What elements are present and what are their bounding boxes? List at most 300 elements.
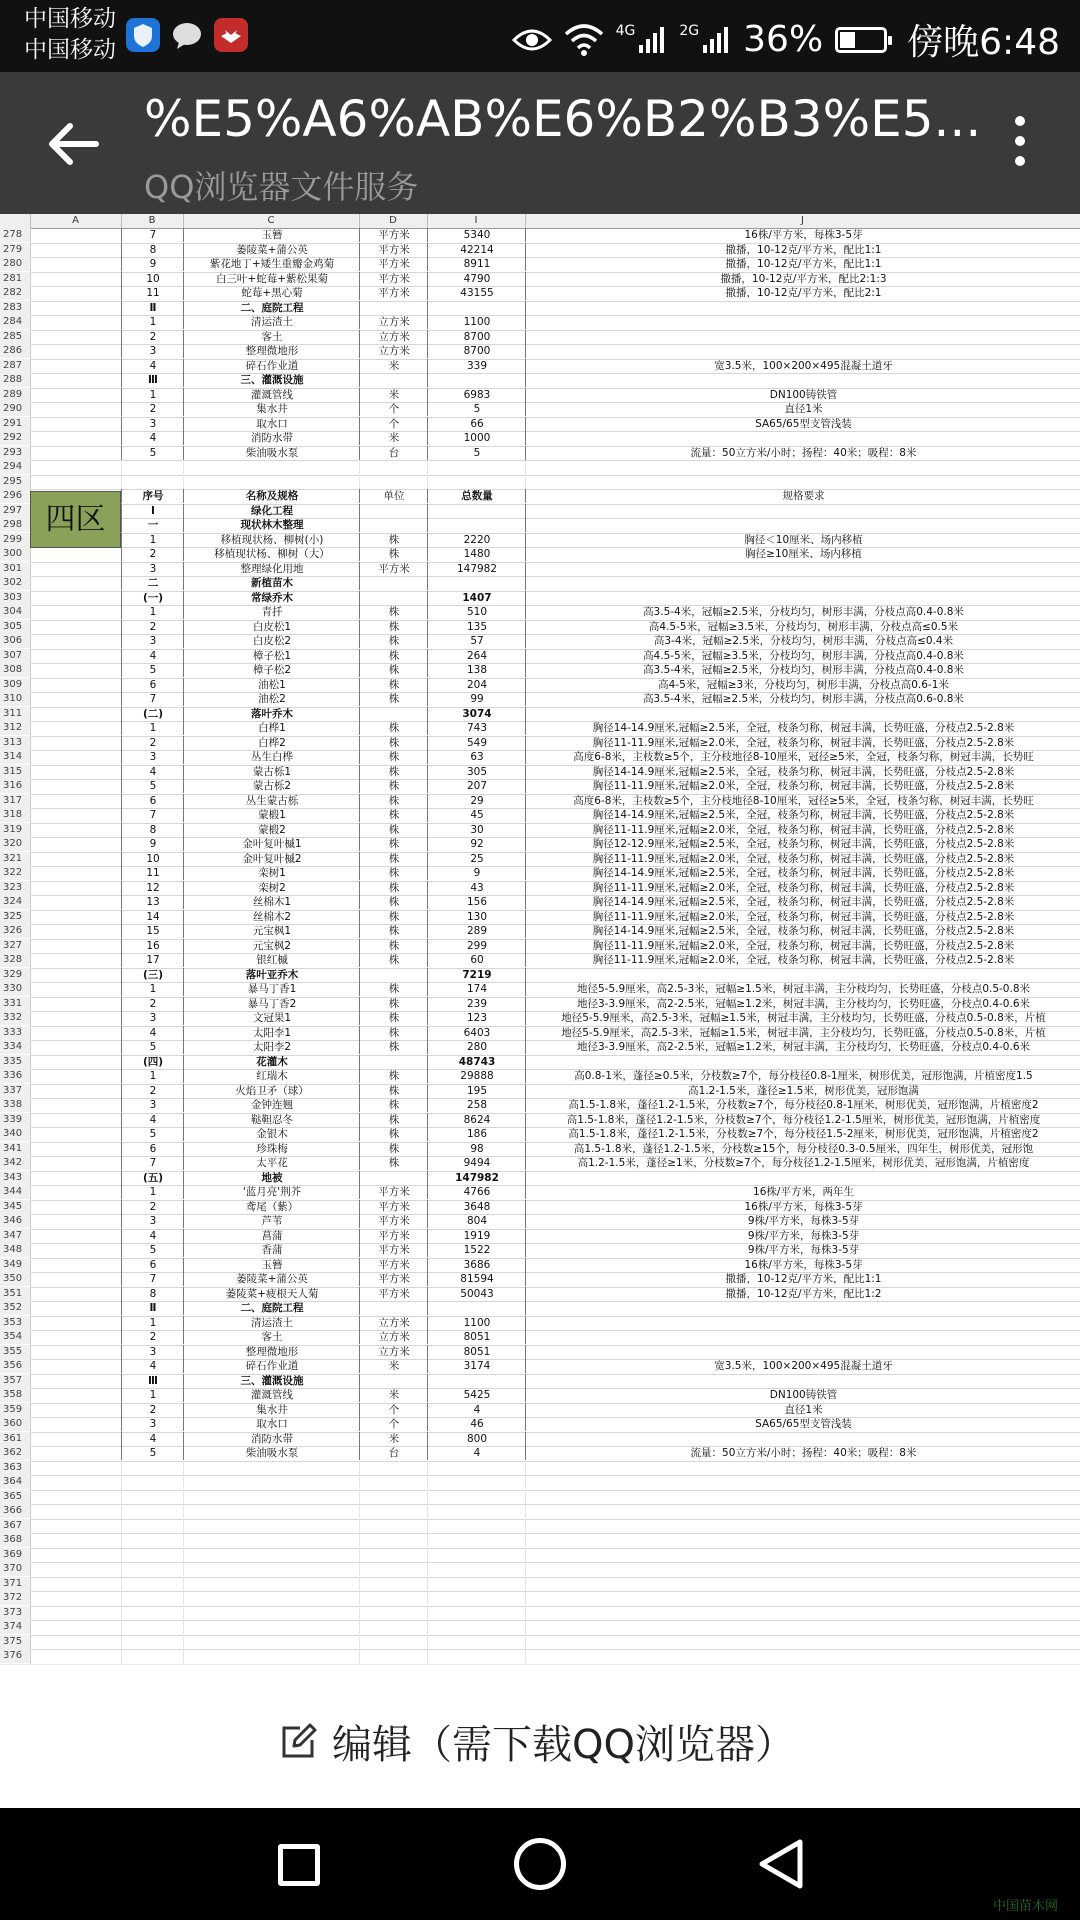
cell-i[interactable] [427,1301,526,1315]
cell-j[interactable]: 胸径≥10厘米、场内移植 [525,547,1081,561]
cell-i[interactable] [427,1591,526,1605]
cell-c[interactable]: 三、灌溉设施 [183,1374,360,1388]
cell-i[interactable]: 156 [427,895,526,909]
cell-d[interactable]: 株 [359,721,428,735]
cell-b[interactable]: 2 [121,1200,184,1214]
cell-j[interactable] [525,1316,1081,1330]
cell-b[interactable] [121,1533,184,1547]
cell-d[interactable] [359,1504,428,1518]
cell-i[interactable]: 92 [427,837,526,851]
cell-b[interactable]: (三) [121,968,184,982]
cell-i[interactable]: 123 [427,1011,526,1025]
cell-d[interactable]: 单位 [359,489,428,503]
cell-i[interactable]: 42214 [427,243,526,257]
cell-d[interactable] [359,301,428,315]
cell-j[interactable] [525,1504,1081,1518]
cell-j[interactable]: 9株/平方米，每株3-5芽 [525,1243,1081,1257]
cell-d[interactable]: 株 [359,750,428,764]
cell-c[interactable]: 取水口 [183,1417,360,1431]
cell-c[interactable]: 现状林木整理 [183,518,360,532]
cell-i[interactable]: 6983 [427,388,526,402]
cell-j[interactable]: 胸径11-11.9厘米,冠幅≥2.0米，全冠，枝条匀称，树冠丰满，长势旺盛，分枝点2.5-2.8米 [525,953,1081,967]
cell-b[interactable]: 17 [121,953,184,967]
cell-j[interactable]: 撒播，10-12克/平方米，配比1:1 [525,257,1081,271]
cell-b[interactable]: 4 [121,1229,184,1243]
cell-d[interactable]: 个 [359,417,428,431]
cell-c[interactable]: 金钟连翘 [183,1098,360,1112]
cell-b[interactable]: 3 [121,417,184,431]
cell-b[interactable] [121,1519,184,1533]
cell-c[interactable] [183,1533,360,1547]
cell-j[interactable]: 16株/平方米，每株3-5芽 [525,1258,1081,1272]
cell-j[interactable]: 高3.5-4米，冠幅≥2.5米，分枝均匀，树形丰满，分枝点高0.4-0.8米 [525,605,1081,619]
cell-d[interactable] [359,1562,428,1576]
cell-b[interactable]: 6 [121,678,184,692]
back-button[interactable] [756,1838,806,1894]
cell-i[interactable]: 29 [427,794,526,808]
column-header-d[interactable]: D [359,214,428,228]
cell-i[interactable]: 1522 [427,1243,526,1257]
cell-c[interactable]: 油松1 [183,678,360,692]
cell-i[interactable]: 5340 [427,228,526,242]
cell-c[interactable]: 清运渣土 [183,315,360,329]
cell-j[interactable]: 高1.2-1.5米，蓬径≥1.5米，树形优美，冠形饱满 [525,1084,1081,1098]
cell-c[interactable]: 清运渣土 [183,1316,360,1330]
cell-d[interactable] [359,460,428,474]
cell-c[interactable] [183,1548,360,1562]
cell-c[interactable]: 柴油吸水泵 [183,446,360,460]
cell-c[interactable]: 三、灌溉设施 [183,373,360,387]
cell-c[interactable] [183,1475,360,1489]
cell-c[interactable]: 萎陵菜+疲根天人菊 [183,1287,360,1301]
cell-j[interactable]: 16株/平方米，每株3-5芽 [525,1200,1081,1214]
cell-c[interactable] [183,475,360,489]
cell-d[interactable]: 株 [359,1127,428,1141]
cell-d[interactable]: 米 [359,359,428,373]
cell-d[interactable]: 立方米 [359,1316,428,1330]
cell-i[interactable] [427,518,526,532]
cell-d[interactable]: 株 [359,852,428,866]
cell-c[interactable] [183,1606,360,1620]
cell-i[interactable]: 30 [427,823,526,837]
cell-b[interactable]: 4 [121,649,184,663]
cell-d[interactable]: 米 [359,388,428,402]
cell-j[interactable]: 地径5-5.9厘米，高2.5-3米，冠幅≥1.5米，树冠丰满，主分枝均匀，长势旺盛，分枝点0.5-0.8米 [525,982,1081,996]
cell-i[interactable]: 46 [427,1417,526,1431]
cell-b[interactable]: 1 [121,1185,184,1199]
cell-b[interactable]: (一) [121,591,184,605]
cell-c[interactable]: 青扦 [183,605,360,619]
cell-d[interactable]: 平方米 [359,1185,428,1199]
cell-c[interactable]: 白桦2 [183,736,360,750]
cell-c[interactable]: 落叶乔木 [183,707,360,721]
cell-j[interactable] [525,1606,1081,1620]
cell-j[interactable]: 地径5-5.9厘米，高2.5-3米，冠幅≥1.5米，树冠丰满，主分枝均匀，长势旺盛，分枝点0.5-0.8米，片植 [525,1011,1081,1025]
cell-j[interactable] [525,707,1081,721]
cell-c[interactable]: 消防水带 [183,1432,360,1446]
cell-d[interactable]: 个 [359,1403,428,1417]
cell-c[interactable]: 常绿乔木 [183,591,360,605]
cell-c[interactable]: 新植苗木 [183,576,360,590]
cell-c[interactable]: 香蒲 [183,1243,360,1257]
cell-c[interactable] [183,1591,360,1605]
cell-c[interactable]: 绿化工程 [183,504,360,518]
cell-j[interactable]: 高4.5-5米，冠幅≥3.5米，分枝均匀，树形丰满，分枝点高0.4-0.8米 [525,649,1081,663]
cell-i[interactable] [427,1620,526,1634]
cell-b[interactable]: 7 [121,692,184,706]
cell-i[interactable] [427,1635,526,1649]
cell-b[interactable]: 1 [121,1069,184,1083]
cell-i[interactable] [427,1606,526,1620]
cell-i[interactable]: 1100 [427,315,526,329]
cell-d[interactable]: 米 [359,431,428,445]
column-header-c[interactable]: C [183,214,360,228]
cell-j[interactable] [525,1490,1081,1504]
cell-c[interactable]: 蒙椴1 [183,808,360,822]
cell-i[interactable] [427,1533,526,1547]
cell-c[interactable]: 二、庭院工程 [183,1301,360,1315]
cell-c[interactable]: 栾树1 [183,866,360,880]
cell-b[interactable]: 3 [121,344,184,358]
cell-j[interactable]: 地径3-3.9厘米，高2-2.5米，冠幅≥1.2米，树冠丰满，主分枝均匀，长势旺盛，分枝点0.4-0.6米 [525,997,1081,1011]
cell-b[interactable]: 二 [121,576,184,590]
cell-d[interactable]: 平方米 [359,1258,428,1272]
cell-j[interactable]: 高度6-8米，主枝数≥5个，主分枝地径8-10厘米，冠径≥5米，全冠，枝条匀称，树冠丰满，长势旺 [525,794,1081,808]
cell-i[interactable]: 1100 [427,1316,526,1330]
spreadsheet-view[interactable] [0,214,1080,1664]
cell-b[interactable]: 4 [121,1432,184,1446]
cell-c[interactable]: 整理微地形 [183,1345,360,1359]
cell-i[interactable]: 4 [427,1403,526,1417]
cell-d[interactable] [359,968,428,982]
cell-b[interactable]: 7 [121,1156,184,1170]
cell-c[interactable]: 樟子松1 [183,649,360,663]
cell-c[interactable] [183,1490,360,1504]
cell-i[interactable]: 63 [427,750,526,764]
cell-j[interactable] [525,1548,1081,1562]
cell-i[interactable]: 1407 [427,591,526,605]
cell-b[interactable]: 7 [121,228,184,242]
cell-c[interactable]: 暴马丁香1 [183,982,360,996]
cell-i[interactable] [427,1374,526,1388]
cell-c[interactable]: 金叶复叶槭2 [183,852,360,866]
cell-i[interactable]: 2220 [427,533,526,547]
cell-d[interactable]: 株 [359,605,428,619]
cell-j[interactable]: 流量：50立方米/小时；扬程：40米；吸程：8米 [525,1446,1081,1460]
cell-i[interactable]: 98 [427,1142,526,1156]
cell-i[interactable]: 280 [427,1040,526,1054]
cell-i[interactable] [427,1577,526,1591]
cell-i[interactable]: 总数量 [427,489,526,503]
cell-i[interactable]: 207 [427,779,526,793]
cell-c[interactable]: 栾树2 [183,881,360,895]
cell-b[interactable]: 1 [121,533,184,547]
cell-c[interactable]: 丝棉木2 [183,910,360,924]
cell-i[interactable]: 9494 [427,1156,526,1170]
cell-j[interactable] [525,1345,1081,1359]
cell-j[interactable] [525,475,1081,489]
cell-b[interactable] [121,1649,184,1663]
cell-j[interactable]: 胸径14-14.9厘米,冠幅≥2.5米，全冠，枝条匀称，树冠丰满，长势旺盛，分枝点2.5-2.8米 [525,808,1081,822]
cell-d[interactable]: 平方米 [359,562,428,576]
cell-j[interactable]: 宽3.5米，100×200×495混凝土道牙 [525,1359,1081,1373]
cell-i[interactable]: 48743 [427,1055,526,1069]
cell-d[interactable]: 株 [359,678,428,692]
cell-b[interactable]: 4 [121,1113,184,1127]
cell-b[interactable] [121,1490,184,1504]
cell-d[interactable] [359,576,428,590]
cell-b[interactable]: 5 [121,1040,184,1054]
back-arrow-icon[interactable] [44,120,104,168]
cell-j[interactable]: SA65/65型支管浅装 [525,1417,1081,1431]
cell-b[interactable]: 2 [121,620,184,634]
cell-j[interactable]: 胸径14-14.9厘米,冠幅≥2.5米，全冠，枝条匀称，树冠丰满，长势旺盛，分枝点2.5-2.8米 [525,924,1081,938]
cell-c[interactable]: 金银木 [183,1127,360,1141]
cell-j[interactable]: 高3.5-4米，冠幅≥2.5米，分枝均匀，树形丰满，分枝点高0.4-0.8米 [525,663,1081,677]
cell-b[interactable] [121,1577,184,1591]
cell-b[interactable]: 2 [121,1330,184,1344]
cell-c[interactable]: 鸢尾（紫） [183,1200,360,1214]
cell-c[interactable]: 地被 [183,1171,360,1185]
cell-i[interactable]: 43 [427,881,526,895]
cell-b[interactable]: 5 [121,1243,184,1257]
cell-c[interactable]: 客土 [183,1330,360,1344]
cell-j[interactable] [525,1461,1081,1475]
cell-i[interactable]: 4766 [427,1185,526,1199]
cell-c[interactable] [183,1635,360,1649]
cell-c[interactable]: 丝棉木1 [183,895,360,909]
cell-i[interactable]: 339 [427,359,526,373]
cell-j[interactable]: 高4.5-5米，冠幅≥3.5米，分枝均匀，树形丰满，分枝点高≤0.5米 [525,620,1081,634]
cell-d[interactable]: 株 [359,620,428,634]
cell-i[interactable]: 8624 [427,1113,526,1127]
cell-b[interactable]: 6 [121,794,184,808]
cell-b[interactable]: 8 [121,1287,184,1301]
cell-i[interactable]: 45 [427,808,526,822]
cell-c[interactable]: 太阳李2 [183,1040,360,1054]
cell-i[interactable] [427,1490,526,1504]
cell-d[interactable]: 平方米 [359,272,428,286]
cell-j[interactable]: 胸径14-14.9厘米,冠幅≥2.5米，全冠，枝条匀称，树冠丰满，长势旺盛，分枝点2.5-2.8米 [525,721,1081,735]
cell-c[interactable]: 集水井 [183,402,360,416]
cell-j[interactable] [525,1330,1081,1344]
cell-i[interactable]: 60 [427,953,526,967]
cell-b[interactable] [121,1620,184,1634]
cell-c[interactable]: 白皮松1 [183,620,360,634]
recent-apps-button[interactable] [278,1844,320,1886]
cell-b[interactable]: Ⅱ [121,1301,184,1315]
cell-j[interactable] [525,504,1081,518]
cell-i[interactable]: 239 [427,997,526,1011]
cell-c[interactable]: 取水口 [183,417,360,431]
cell-b[interactable]: 1 [121,315,184,329]
cell-b[interactable] [121,1635,184,1649]
cell-i[interactable]: 5 [427,446,526,460]
cell-b[interactable]: 4 [121,1359,184,1373]
cell-d[interactable]: 立方米 [359,330,428,344]
cell-c[interactable]: 元宝枫1 [183,924,360,938]
cell-d[interactable]: 米 [359,1388,428,1402]
cell-c[interactable] [183,1649,360,1663]
cell-j[interactable] [525,1374,1081,1388]
cell-c[interactable]: 蒙椴2 [183,823,360,837]
cell-j[interactable]: 高1.2-1.5米，蓬径≥1米，分枝数≥7个，每分枝径1.2-1.5厘米，树形优美，冠形饱满，片植密度 [525,1156,1081,1170]
cell-d[interactable]: 株 [359,924,428,938]
cell-i[interactable]: 3074 [427,707,526,721]
cell-j[interactable] [525,1171,1081,1185]
column-header-b[interactable]: B [121,214,184,228]
cell-i[interactable]: 8051 [427,1345,526,1359]
cell-i[interactable]: 99 [427,692,526,706]
cell-d[interactable]: 株 [359,808,428,822]
cell-c[interactable]: 丛生白桦 [183,750,360,764]
cell-i[interactable]: 258 [427,1098,526,1112]
cell-b[interactable]: 6 [121,1258,184,1272]
cell-d[interactable]: 株 [359,910,428,924]
cell-i[interactable]: 8700 [427,330,526,344]
cell-d[interactable]: 株 [359,1069,428,1083]
cell-b[interactable]: Ⅲ [121,373,184,387]
cell-i[interactable]: 66 [427,417,526,431]
cell-j[interactable] [525,1519,1081,1533]
cell-i[interactable]: 1919 [427,1229,526,1243]
cell-d[interactable]: 立方米 [359,1330,428,1344]
cell-i[interactable]: 3648 [427,1200,526,1214]
cell-j[interactable] [525,1591,1081,1605]
cell-b[interactable]: 5 [121,663,184,677]
column-header-j[interactable]: J [801,215,804,226]
cell-i[interactable] [427,301,526,315]
cell-c[interactable]: 元宝枫2 [183,939,360,953]
cell-b[interactable]: 4 [121,359,184,373]
cell-c[interactable]: 柴油吸水泵 [183,1446,360,1460]
cell-j[interactable] [525,562,1081,576]
cell-j[interactable]: 地径5-5.9厘米，高2.5-3米，冠幅≥1.5米，树冠丰满，主分枝均匀，长势旺盛，分枝点0.5-0.8米，片植 [525,1026,1081,1040]
cell-d[interactable]: 株 [359,881,428,895]
cell-b[interactable]: 1 [121,1388,184,1402]
cell-b[interactable]: 2 [121,547,184,561]
cell-c[interactable]: '蓝月亮'荆芥 [183,1185,360,1199]
cell-j[interactable]: 高1.5-1.8米，蓬径1.2-1.5米，分枝数≥7个，每分枝径0.8-1厘米，树形优美，冠形饱满，片植密度2 [525,1098,1081,1112]
cell-i[interactable] [427,1504,526,1518]
cell-d[interactable]: 株 [359,649,428,663]
cell-d[interactable]: 株 [359,794,428,808]
cell-b[interactable]: (二) [121,707,184,721]
cell-j[interactable] [525,373,1081,387]
cell-c[interactable]: 玉簪 [183,1258,360,1272]
cell-b[interactable]: Ⅰ [121,504,184,518]
cell-c[interactable]: 红瑞木 [183,1069,360,1083]
cell-j[interactable]: 16株/平方米，两年生 [525,1185,1081,1199]
cell-j[interactable]: 胸径11-11.9厘米,冠幅≥2.0米，全冠，枝条匀称，树冠丰满，长势旺盛，分枝点2.5-2.8米 [525,910,1081,924]
cell-j[interactable] [525,518,1081,532]
cell-b[interactable]: 3 [121,1417,184,1431]
cell-j[interactable] [525,460,1081,474]
cell-d[interactable] [359,1548,428,1562]
cell-c[interactable] [183,1562,360,1576]
cell-c[interactable] [183,1504,360,1518]
cell-c[interactable]: 白三叶+蛇莓+紫松果菊 [183,272,360,286]
cell-c[interactable]: 消防水带 [183,431,360,445]
cell-b[interactable]: 7 [121,808,184,822]
cell-i[interactable]: 8911 [427,257,526,271]
cell-c[interactable]: 移植现状杨、柳树(小) [183,533,360,547]
cell-i[interactable] [427,1461,526,1475]
cell-b[interactable]: 1 [121,605,184,619]
cell-d[interactable]: 株 [359,736,428,750]
cell-c[interactable]: 暴马丁香2 [183,997,360,1011]
edit-button[interactable] [278,1713,795,1770]
cell-c[interactable] [183,1577,360,1591]
cell-d[interactable]: 平方米 [359,1214,428,1228]
cell-c[interactable]: 蒙古栎2 [183,779,360,793]
cell-d[interactable]: 株 [359,866,428,880]
cell-d[interactable] [359,1620,428,1634]
cell-d[interactable] [359,1490,428,1504]
cell-c[interactable]: 紫花地丁+矮生重瓣金鸡菊 [183,257,360,271]
cell-i[interactable] [427,1475,526,1489]
cell-j[interactable]: 胸径11-11.9厘米,冠幅≥2.0米，全冠，枝条匀称，树冠丰满，长势旺盛，分枝点2.5-2.8米 [525,881,1081,895]
cell-b[interactable]: 2 [121,402,184,416]
cell-b[interactable]: Ⅲ [121,1374,184,1388]
cell-j[interactable]: 高0.8-1米，蓬径≥0.5米，分枝数≥7个，每分枝径0.8-1厘米，树形优美，冠形饱满，片植密度1.5 [525,1069,1081,1083]
cell-i[interactable]: 1480 [427,547,526,561]
cell-d[interactable]: 株 [359,533,428,547]
cell-b[interactable]: 13 [121,895,184,909]
cell-i[interactable]: 50043 [427,1287,526,1301]
cell-i[interactable]: 800 [427,1432,526,1446]
cell-d[interactable]: 株 [359,939,428,953]
cell-b[interactable]: 10 [121,272,184,286]
cell-i[interactable] [427,1649,526,1663]
cell-d[interactable]: 株 [359,692,428,706]
cell-c[interactable]: 萎陵菜+蒲公英 [183,1272,360,1286]
cell-i[interactable] [427,1548,526,1562]
cell-i[interactable]: 289 [427,924,526,938]
cell-b[interactable]: 11 [121,866,184,880]
cell-i[interactable]: 81594 [427,1272,526,1286]
cell-b[interactable]: 3 [121,1345,184,1359]
cell-j[interactable]: 胸径11-11.9厘米,冠幅≥2.0米，全冠，枝条匀称，树冠丰满，长势旺盛，分枝点2.5-2.8米 [525,779,1081,793]
cell-d[interactable]: 株 [359,823,428,837]
column-header-a[interactable]: A [30,214,122,228]
cell-b[interactable]: 2 [121,736,184,750]
cell-j[interactable]: 16株/平方米，每株3-5芽 [525,228,1081,242]
cell-b[interactable]: Ⅱ [121,301,184,315]
cell-c[interactable]: 油松2 [183,692,360,706]
cell-i[interactable]: 743 [427,721,526,735]
cell-j[interactable]: 胸径14-14.9厘米,冠幅≥2.5米，全冠，枝条匀称，树冠丰满，长势旺盛，分枝点2.5-2.8米 [525,765,1081,779]
cell-d[interactable]: 株 [359,1142,428,1156]
cell-b[interactable] [121,1591,184,1605]
cell-d[interactable] [359,504,428,518]
cell-b[interactable]: 2 [121,330,184,344]
cell-j[interactable]: 胸径12-12.9厘米,冠幅≥2.5米，全冠，枝条匀称，树冠丰满，长势旺盛，分枝点2.5-2.8米 [525,837,1081,851]
cell-b[interactable] [121,1504,184,1518]
cell-d[interactable] [359,1374,428,1388]
cell-i[interactable] [427,460,526,474]
cell-j[interactable]: 胸径14-14.9厘米,冠幅≥2.5米，全冠，枝条匀称，树冠丰满，长势旺盛，分枝点2.5-2.8米 [525,895,1081,909]
cell-d[interactable]: 株 [359,634,428,648]
cell-i[interactable] [427,1519,526,1533]
cell-j[interactable] [525,1301,1081,1315]
cell-c[interactable]: 二、庭院工程 [183,301,360,315]
cell-i[interactable]: 57 [427,634,526,648]
cell-i[interactable]: 264 [427,649,526,663]
cell-i[interactable]: 147982 [427,562,526,576]
cell-b[interactable]: 3 [121,634,184,648]
cell-j[interactable]: 高1.5-1.8米，蓬径1.2-1.5米，分枝数≥7个，每分枝径1.2-1.5厘米，树形优美，冠形饱满，片植密度 [525,1113,1081,1127]
